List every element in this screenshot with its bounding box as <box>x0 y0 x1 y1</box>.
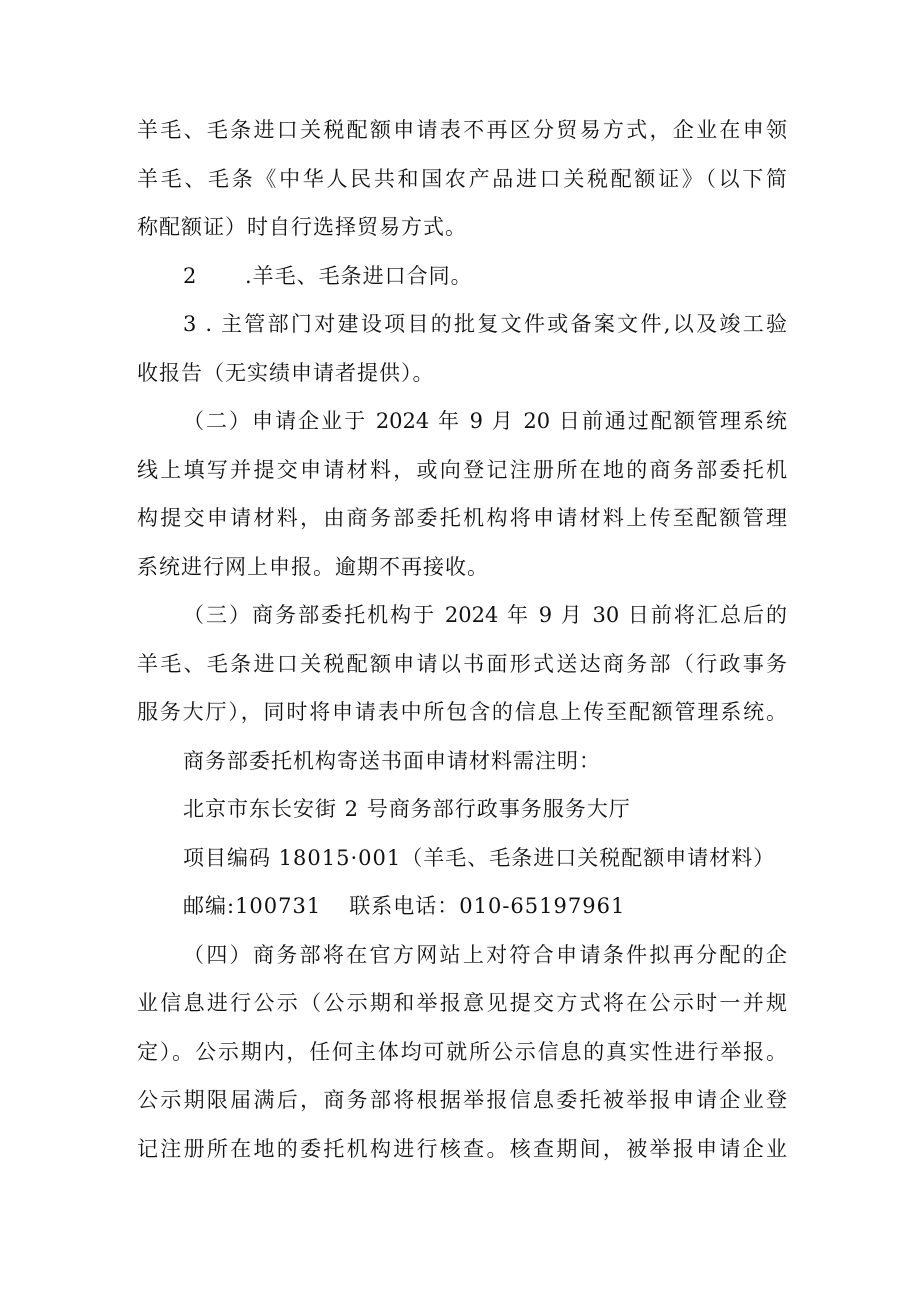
postcode: 邮编:100731 <box>183 894 322 918</box>
document-page <box>137 106 787 1173</box>
section-4-heading-line: （四）商务部将在官方网站上对符合申请条件拟再分配的企 <box>183 942 787 967</box>
body-line: 线上填写并提交申请材料，或向登记注册所在地的商务部委托机 <box>137 457 787 482</box>
section-2-heading-line: （二）申请企业于 2024 年 9 月 20 日前通过配额管理系统 <box>183 409 787 433</box>
body-line: 构提交申请材料，由商务部委托机构将申请材料上传至配额管理 <box>137 506 787 530</box>
body-line: 称配额证）时自行选择贸易方式。 <box>137 215 467 239</box>
list-item-number: 2 <box>183 263 198 288</box>
list-item-text: .羊毛、毛条进口合同。 <box>245 263 473 288</box>
body-line: 羊毛、毛条进口关税配额申请以书面形式送达商务部（行政事务 <box>137 651 787 676</box>
body-line: 服务大厅），同时将申请表中所包含的信息上传至配额管理系统。 <box>137 700 787 724</box>
body-line: 收报告（无实绩申请者提供）。 <box>137 360 435 385</box>
body-line: 业信息进行公示（公示期和举报意见提交方式将在公示时一并规 <box>137 991 787 1015</box>
body-line: 羊毛、毛条进口关税配额申请表不再区分贸易方式，企业在申领 <box>137 118 787 142</box>
mailing-intro: 商务部委托机构寄送书面申请材料需注明： <box>183 748 601 773</box>
body-line: 羊毛、毛条《中华人民共和国农产品进口关税配额证》（以下简 <box>137 166 787 191</box>
section-3-heading-line: （三）商务部委托机构于 2024 年 9 月 30 日前将汇总后的 <box>183 603 787 627</box>
list-item-3: 3 . 主管部门对建设项目的批复文件或备案文件,以及竣工验 <box>183 312 787 336</box>
body-line: 系统进行网上申报。逾期不再接收。 <box>137 554 489 579</box>
mailing-address: 北京市东长安街 2 号商务部行政事务服务大厅 <box>183 797 631 821</box>
mailing-project-code: 项目编码 18015·001（羊毛、毛条进口关税配额申请材料） <box>183 845 776 870</box>
body-line: 公示期限届满后，商务部将根据举报信息委托被举报申请企业登 <box>137 1088 787 1112</box>
body-line: 定）。公示期内，任何主体均可就所公示信息的真实性进行举报。 <box>137 1039 787 1064</box>
body-line: 记注册所在地的委托机构进行核查。核查期间，被举报申请企业 <box>137 1136 787 1161</box>
mailing-contact <box>137 882 787 931</box>
list-item-2 <box>137 252 787 301</box>
phone-number: 联系电话：010-65197961 <box>349 894 626 918</box>
